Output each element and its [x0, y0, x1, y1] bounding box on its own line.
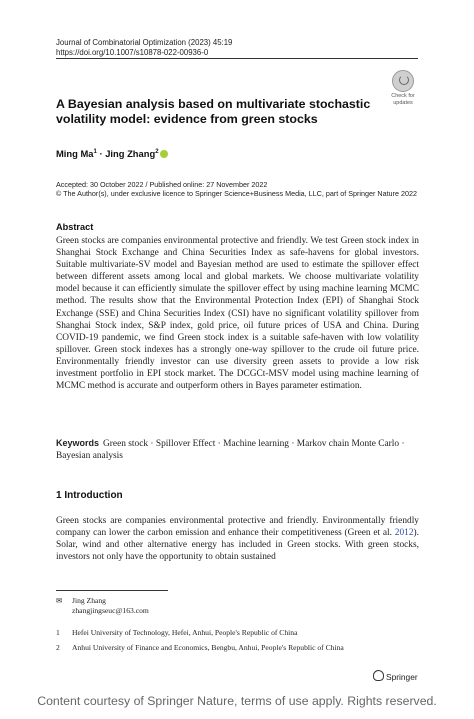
- publication-dates: [56, 180, 417, 198]
- doi-link[interactable]: https://doi.org/10.1007/s10878-022-00936-0: [56, 48, 209, 57]
- paper-title: A Bayesian analysis based on multivariate stochastic volatility model: evidence from green stocks: [56, 97, 371, 126]
- author-affiliation-1: 1: [93, 148, 97, 155]
- affiliation-mark-1: 1: [56, 628, 60, 637]
- check-updates-icon: [392, 70, 414, 92]
- corresponding-name: Jing Zhang: [72, 596, 106, 605]
- introduction-body: [56, 515, 419, 563]
- abstract-heading: Abstract: [56, 222, 94, 232]
- accepted-published-line: Accepted: 30 October 2022 / Published online: 27 November 2022: [56, 180, 268, 189]
- journal-citation: Journal of Combinatorial Optimization (2023) 45:19: [56, 38, 233, 47]
- mail-icon: ✉: [56, 596, 63, 605]
- check-for-updates-badge[interactable]: [388, 70, 418, 106]
- author-name-2[interactable]: Jing Zhang: [105, 148, 156, 159]
- springer-horse-icon: [373, 670, 384, 681]
- check-updates-label-1: Check for: [391, 93, 415, 99]
- affiliation-text-2: Anhui University of Finance and Economics, Bengbu, Anhui, People's Republic of China: [72, 643, 344, 652]
- author-separator: ·: [96, 148, 106, 159]
- affiliation-text-1: Hefei University of Technology, Hefei, Anhui, People's Republic of China: [72, 628, 298, 637]
- courtesy-notice: Content courtesy of Springer Nature, terms of use apply. Rights reserved.: [37, 694, 437, 708]
- intro-text-1: Green stocks are companies environmental protective and friendly. Environmentally friendly company can lower the carbon emission and enhance their competitiveness (Green et al.: [56, 516, 419, 539]
- author-list: [56, 148, 168, 159]
- citation-link[interactable]: 2012: [394, 528, 414, 539]
- keywords-text: Green stock · Spillover Effect · Machine learning · Markov chain Monte Carlo · Bayesian analysis: [56, 439, 405, 462]
- abstract-body: Green stocks are companies environmental protective and friendly. We test Green stock index in Shanghai Stock Exchange and China Securities Index as safe-havens for global investors. Suitable multivariate-SV model and Bayesian method are used to estimate the spillover effect between different assets among local and global markets. We choose multivariate volatility model because it can efficiently simulate the spillover effect by using machine learning MCMC method. The results show that the Environmental Protection Index (EPI) of Shanghai Stock Exchange (SSE) and China Securities Index (CSI) have no significant volatility spillover from Shanghai Stock index, S&P index, gold price, oil future prices of USA and China. During COVID-19 pandemic, we find Green stock index is a suitable safe-haven with low volatility spillover. Green stock indexes has a strongly one-way spillover to the crude oil future price. Environmentally friendly investor can use diversity green assets to provide a low risk investment portfolio in EPI stock market. The DCGCt-MSV model using machine learning of MCMC method is accurate and outperform others in Bayes parameter estimation.: [56, 236, 419, 392]
- header-rule: [56, 58, 418, 59]
- keywords: [56, 437, 419, 462]
- affiliation-1: [56, 628, 297, 638]
- corresponding-author: [56, 596, 149, 616]
- author-name-1[interactable]: Ming Ma: [56, 148, 94, 159]
- affiliation-mark-2: 2: [56, 643, 60, 652]
- section-heading-introduction: 1 Introduction: [56, 490, 123, 501]
- publisher-name: Springer: [386, 672, 418, 682]
- corresponding-email[interactable]: zhangjingseuc@163.com: [72, 606, 149, 615]
- publisher-mark: [373, 670, 418, 682]
- footnote-rule: [56, 590, 168, 591]
- copyright-line: © The Author(s), under exclusive licence to Springer Science+Business Media, LLC, part of Springer Nature 2022: [56, 189, 417, 199]
- keywords-label: Keywords: [56, 438, 100, 448]
- affiliation-2: [56, 643, 344, 653]
- orcid-icon[interactable]: [160, 150, 168, 158]
- journal-header: [56, 38, 232, 58]
- intro-text-2: ). Solar, wind and other alternative energy has included in Green stocks. With green stocks, investors not only have the opportunity to obtain sustained: [56, 528, 419, 563]
- check-updates-label-2: updates: [393, 100, 413, 106]
- author-affiliation-2: 2: [155, 148, 159, 155]
